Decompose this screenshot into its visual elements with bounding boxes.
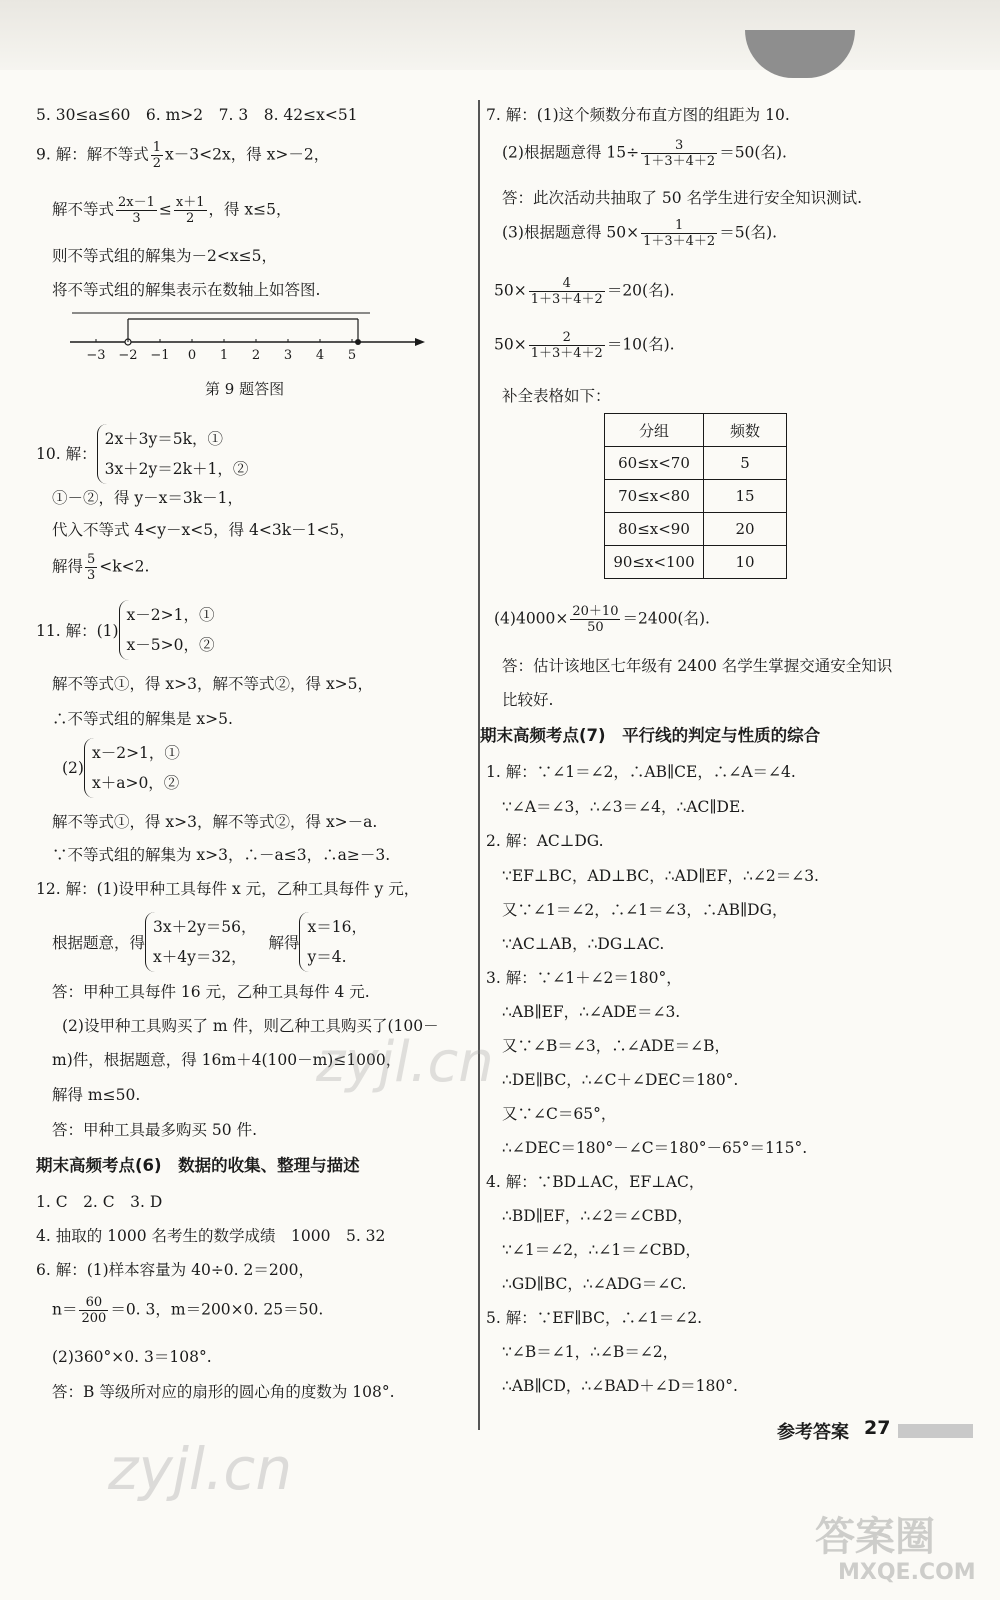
table-header-cell: 分组 [605,414,704,447]
number-line-label: 2 [251,348,261,363]
answer-line: 4. 解：∵BD⊥AC，EF⊥AC， [486,1173,705,1191]
table-cell: 20 [704,513,787,546]
answer-line: 50× $\frac{4}{1+3+4+2}$ ＝20(名). [494,276,675,307]
answer-line: 解得 m≤50. [52,1086,141,1104]
answer-line: ∵∠B＝∠1，∴∠B＝∠2， [502,1343,679,1361]
table-cell: 15 [704,480,787,513]
equation-system: x＝16， y＝4. [299,912,366,972]
number-line-label: 5 [347,348,357,363]
answer-line: 答：甲种工具最多购买 50 件. [52,1121,258,1139]
number-line-label: 1 [219,348,229,363]
answer-line: ∵不等式组的解集为 x>3，∴－a≤3，∴a≥－3. [52,846,391,864]
answer-line: ∴GD∥BC，∴∠ADG＝∠C. [502,1275,687,1293]
answer-line: 11. 解：(1) x－2>1，① x－5>0，② [36,600,215,660]
answer-line: 将不等式组的解集表示在数轴上如答图. [52,281,321,299]
table-cell: 60≤x<70 [605,447,704,480]
answer-line: 又∵∠C＝65°， [502,1105,617,1123]
fraction: $\frac{4}{1+3+4+2}$ [530,276,603,307]
answer-line: (2)360°×0. 3＝108°. [52,1348,212,1366]
answer-line: 解不等式①，得 x>3，解不等式②，得 x>5， [52,675,374,693]
fraction: $\frac{1}{2}$ [152,140,161,171]
answer-line: ∴不等式组的解集是 x>5. [52,710,233,728]
answer-line: 补全表格如下： [502,387,611,405]
answer-line: 50× $\frac{2}{1+3+4+2}$ ＝10(名). [494,330,675,361]
section-heading: 期末高频考点(7) 平行线的判定与性质的综合 [480,726,821,745]
answer-line: 5. 解：∵EF∥BC，∴∠1＝∠2. [486,1309,703,1327]
answer-line: ∴AB∥CD，∴∠BAD＋∠D＝180°. [502,1377,738,1395]
number-line-figure [60,305,425,367]
table-row [605,546,787,579]
answer-line: n＝ $\frac{60}{200}$ ＝0. 3，m＝200×0. 25＝50. [52,1295,324,1326]
answer-line: 9. 解：解不等式 $\frac{1}{2}$ x－3<2x，得 x>－2， [36,140,330,171]
section-heading: 期末高频考点(6) 数据的收集、整理与描述 [36,1156,360,1175]
answer-line: ∴DE∥BC，∴∠C＋∠DEC＝180°. [502,1071,739,1089]
figure-caption: 第 9 题答图 [205,380,285,398]
left-column [0,0,478,1440]
watermark: 答案圈 [815,1514,935,1560]
table-row [605,447,787,480]
answer-line: 12. 解：(1)设甲种工具每件 x 元，乙种工具每件 y 元， [36,880,420,898]
answer-line: (2) x－2>1，① x＋a>0，② [62,738,180,798]
fraction: $\frac{2x-1}{3}$ [118,195,155,226]
answer-line: 5. 30≤a≤60 6. m>2 7. 3 8. 42≤x<51 [36,106,358,124]
answer-line: 3. 解：∵∠1＋∠2＝180°， [486,969,682,987]
answer-line: ∵∠A＝∠3，∴∠3＝∠4，∴AC∥DE. [502,798,746,816]
right-column [480,0,1000,1440]
table-row [605,513,787,546]
answer-line: 答：甲种工具每件 16 元，乙种工具每件 4 元. [52,983,370,1001]
fraction: $\frac{1}{1+3+4+2}$ [643,218,716,249]
table-cell: 90≤x<100 [605,546,704,579]
equation-system: x－2>1，① x＋a>0，② [84,738,180,798]
footer-decor-bar [898,1424,973,1438]
answer-line: m)件，根据题意，得 16m＋4(100－m)≤1000， [52,1051,402,1069]
equation-system: 3x＋2y＝56， x＋4y＝32， [145,912,256,972]
answer-line: 解不等式①，得 x>3，解不等式②，得 x>－a. [52,813,378,831]
answer-line: (4)4000× $\frac{20+10}{50}$ ＝2400(名). [494,604,710,635]
answer-line: 则不等式组的解集为－2<x≤5， [52,247,277,265]
table-header-row [605,414,787,447]
answer-line: 代入不等式 4<y－x<5，得 4<3k－1<5， [52,521,355,539]
answer-line: 10. 解： 2x＋3y＝5k，① 3x＋2y＝2k＋1，② [36,424,248,484]
answer-line: 答：此次活动共抽取了 50 名学生进行安全知识测试. [502,189,863,207]
answer-line: ∵EF⊥BC，AD⊥BC，∴AD∥EF，∴∠2＝∠3. [502,867,819,885]
table-cell: 10 [704,546,787,579]
answer-line: ∴BD∥EF，∴∠2＝∠CBD， [502,1207,693,1225]
table-cell: 70≤x<80 [605,480,704,513]
answer-line: ∴∠DEC＝180°－∠C＝180°－65°＝115°. [502,1139,808,1157]
equation-system: x－2>1，① x－5>0，② [119,600,215,660]
equation-system: 2x＋3y＝5k，① 3x＋2y＝2k＋1，② [97,424,249,484]
answer-line: ∴AB∥EF，∴∠ADE＝∠3. [502,1003,681,1021]
watermark: MXQE.COM [838,1560,976,1585]
answer-line: ①－②，得 y－x＝3k－1， [52,489,244,507]
answer-line: 2. 解：AC⊥DG. [486,832,604,850]
frequency-table [604,413,787,579]
answer-line: 6. 解：(1)样本容量为 40÷0. 2＝200， [36,1261,314,1279]
number-line-label: 4 [315,348,325,363]
number-line-label: −2 [118,348,138,363]
fraction: $\frac{20+10}{50}$ [572,604,619,635]
watermark: zyjl.cn [316,1030,494,1095]
answer-line: 解得 $\frac{5}{3}$ <k<2. [52,552,150,583]
table-cell: 5 [704,447,787,480]
watermark: zyjl.cn [108,1435,293,1503]
answer-line: 又∵∠1＝∠2，∴∠1＝∠3，∴AB∥DG， [502,901,788,919]
fraction: $\frac{60}{200}$ [81,1295,107,1326]
answer-line: 1. 解：∵∠1＝∠2，∴AB∥CE，∴∠A＝∠4. [486,763,796,781]
answer-line: (3)根据题意得 50× $\frac{1}{1+3+4+2}$ ＝5(名). [502,218,778,249]
table-cell: 80≤x<90 [605,513,704,546]
table-header-cell: 频数 [704,414,787,447]
fraction: $\frac{2}{1+3+4+2}$ [530,330,603,361]
answer-line: 答：B 等级所对应的扇形的圆心角的度数为 108°. [52,1383,395,1401]
answer-line: 根据题意，得 3x＋2y＝56， x＋4y＝32， 解得 x＝16， y＝4. [52,912,367,972]
answer-line: ∵AC⊥AB，∴DG⊥AC. [502,935,665,953]
page-number: 27 [864,1417,891,1439]
number-line-label: 0 [187,348,197,363]
fraction: $\frac{5}{3}$ [87,552,96,583]
answer-line: ∵∠1＝∠2，∴∠1＝∠CBD， [502,1241,701,1259]
number-line-label: −3 [86,348,106,363]
number-line-label: 3 [283,348,293,363]
fraction: $\frac{x+1}{2}$ [175,195,205,226]
answer-line: 比较好. [502,691,554,709]
fraction: $\frac{3}{1+3+4+2}$ [643,138,716,169]
answer-line: 7. 解：(1)这个频数分布直方图的组距为 10. [486,106,790,124]
answer-line: 答：估计该地区七年级有 2400 名学生掌握交通安全知识 [502,657,893,675]
table-row [605,480,787,513]
answer-line: 又∵∠B＝∠3，∴∠ADE＝∠B， [502,1037,731,1055]
footer-label: 参考答案 [777,1422,849,1443]
answer-line: (2)根据题意得 15÷ $\frac{3}{1+3+4+2}$ ＝50(名). [502,138,787,169]
answer-line: 4. 抽取的 1000 名考生的数学成绩 1000 5. 32 [36,1227,386,1245]
answer-line: 1. C 2. C 3. D [36,1193,163,1211]
number-line-label: −1 [150,348,170,363]
answer-line: 解不等式 $\frac{2x-1}{3}$ ≤ $\frac{x+1}{2}$ ，得 x≤5， [52,195,292,226]
answer-line: (2)设甲种工具购买了 m 件，则乙种工具购买了(100－ [62,1017,439,1035]
